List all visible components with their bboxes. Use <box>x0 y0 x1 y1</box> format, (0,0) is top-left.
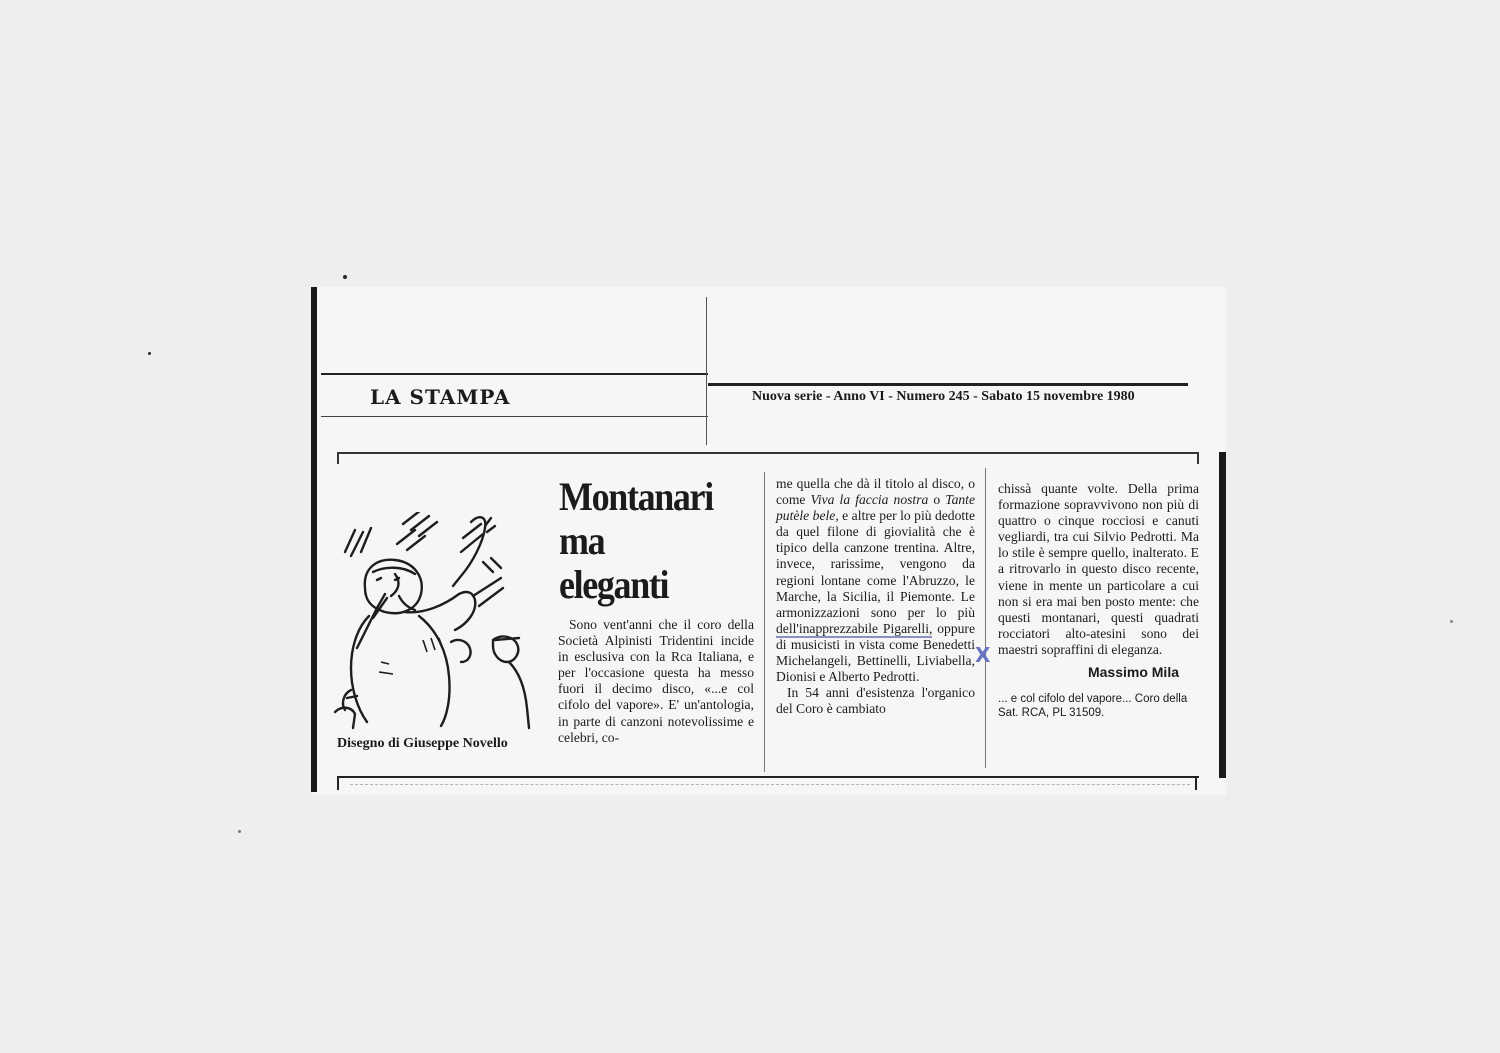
text-run: me quella che dà il titolo al disco, o come <box>776 476 975 508</box>
article-column-2 <box>776 476 975 717</box>
headline-line: Montanari <box>559 474 713 519</box>
headline-line: eleganti <box>559 562 669 607</box>
song-title: Viva la faccia nostra <box>810 492 929 508</box>
header-rule <box>708 383 1188 386</box>
paragraph: In 54 anni d'esistenza l'organico del Coro è cambiato <box>776 685 975 717</box>
issue-line: Nuova serie - Anno VI - Numero 245 - Sabato 15 novembre 1980 <box>752 389 1135 404</box>
article-frame-corner <box>337 776 339 790</box>
article-headline <box>559 475 713 607</box>
masthead: LA STAMPA <box>370 385 511 409</box>
article-frame-top <box>337 452 1199 454</box>
paragraph <box>776 476 975 685</box>
article-frame-bottom <box>337 776 1199 778</box>
headline-line: ma <box>559 518 605 563</box>
article-frame-corner <box>337 452 339 464</box>
article-frame-corner <box>1195 776 1197 790</box>
header-rule <box>321 373 708 375</box>
text-run: e altre per lo più dedotte da quel filone di giovialità che è tipico della canzone trentina. Altre, invece, rarissime, vengono da regioni lontane come l'Abruzzo, le Marche, la Sicilia, il Piemonte. Le armonizzazioni sono per lo più <box>776 508 975 620</box>
cropped-text-residue <box>350 784 1190 790</box>
article-column-3 <box>998 481 1199 720</box>
article-frame-corner <box>1197 452 1199 464</box>
clipping-right-border <box>1219 452 1226 778</box>
paragraph: Sono vent'anni che il coro della Società Alpinisti Tridentini incide in esclusiva con la Rca Italiana, e per l'occasione questa ha messo fuori il decimo disco, «...e col cifolo del vapore». E' un'antologia, in parte di canzoni notevolissime e celebri, co- <box>558 617 754 745</box>
song-title: Tante putèle bele, <box>776 492 975 524</box>
dust-speck <box>148 352 151 355</box>
caricature-drawing <box>333 512 548 732</box>
handwritten-mark: X <box>975 643 991 667</box>
dust-speck <box>238 830 241 833</box>
paragraph: chissà quante volte. Della prima formazione sopravvivono non più di quattro o cinque rocciosi e canuti vegliardi, tra cui Silvio Pedrotti. Ma lo stile è sempre quello, inalterato. E a ritrovarlo in questo disco recente, viene in mente un particolare a cui non si era mai ben posto mente: che questi montanari, questi quadrati rocciatori alto-atesini sono dei maestri sopraffini di eleganza. <box>998 481 1199 657</box>
disc-info: ... e col cifolo del vapore... Coro della Sat. RCA, PL 31509. <box>998 693 1188 720</box>
author-signature: Massimo Mila <box>1087 664 1179 681</box>
column-rule <box>764 472 765 772</box>
header-divider <box>706 297 707 445</box>
dust-speck <box>343 275 347 279</box>
clipping-left-border <box>311 287 317 792</box>
illustration-caption: Disegno di Giuseppe Novello <box>337 736 508 751</box>
text-run: o <box>928 492 946 508</box>
dust-speck <box>1450 620 1453 623</box>
underlined-text: dell'inapprezzabile Pigarelli, <box>776 620 933 636</box>
text-run: oppure di musicisti in vista come Benedetti Michelangeli, Bettinelli, Liviabella, Dionisi e Alberto Pedrotti. <box>776 620 975 685</box>
column-rule <box>985 468 986 768</box>
article-column-1 <box>558 617 754 746</box>
header-rule <box>321 416 708 417</box>
